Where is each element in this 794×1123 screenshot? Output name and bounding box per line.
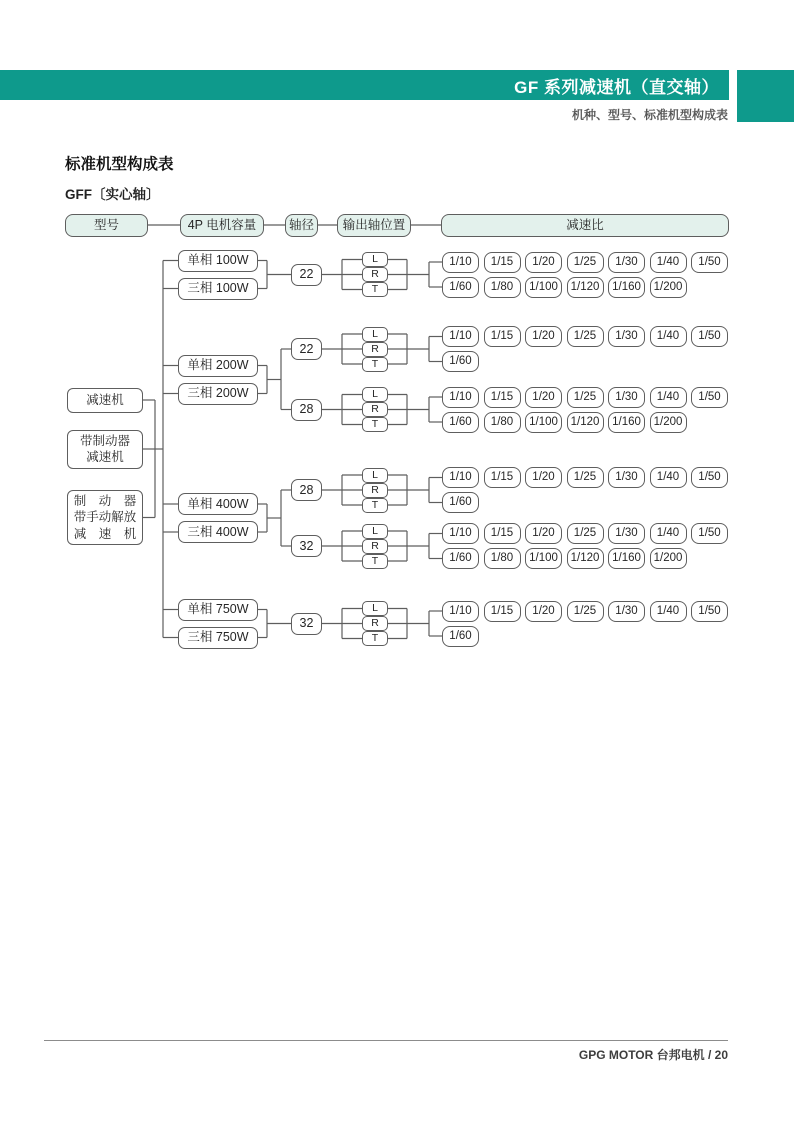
page-subtitle: 机种、型号、标准机型构成表 — [571, 108, 728, 122]
shaft-box: 22 — [291, 264, 322, 286]
ratio-box: 1/20 — [525, 326, 562, 347]
ratio-box: 1/50 — [691, 326, 728, 347]
motor-box: 三相 400W — [178, 521, 258, 543]
ratio-box: 1/30 — [608, 387, 645, 408]
model-type-box: 制 动 器 带手动解放 减 速 机 — [67, 490, 143, 545]
position-box: R — [362, 616, 388, 631]
motor-box: 单相 400W — [178, 493, 258, 515]
position-box: R — [362, 342, 388, 357]
ratio-box: 1/25 — [567, 467, 604, 488]
page-title: GF 系列减速机（直交轴） — [514, 77, 719, 97]
ratio-box: 1/20 — [525, 523, 562, 544]
ratio-box: 1/160 — [608, 277, 645, 298]
ratio-box: 1/100 — [525, 548, 562, 569]
motor-box: 三相 100W — [178, 278, 258, 300]
ratio-box: 1/120 — [567, 277, 604, 298]
ratio-box: 1/50 — [691, 523, 728, 544]
ratio-box: 1/40 — [650, 387, 687, 408]
ratio-box: 1/50 — [691, 601, 728, 622]
shaft-box: 32 — [291, 613, 322, 635]
column-header-output-position: 输出轴位置 — [337, 214, 411, 237]
ratio-box: 1/20 — [525, 252, 562, 273]
position-box: L — [362, 468, 388, 483]
ratio-box: 1/20 — [525, 467, 562, 488]
ratio-box: 1/200 — [650, 548, 687, 569]
ratio-box: 1/25 — [567, 387, 604, 408]
ratio-box: 1/40 — [650, 467, 687, 488]
position-box: T — [362, 498, 388, 513]
ratio-box: 1/60 — [442, 492, 479, 513]
ratio-box: 1/80 — [484, 548, 521, 569]
position-box: L — [362, 601, 388, 616]
position-box: R — [362, 267, 388, 282]
ratio-box: 1/60 — [442, 548, 479, 569]
shaft-box: 28 — [291, 479, 322, 501]
ratio-box: 1/30 — [608, 523, 645, 544]
ratio-box: 1/60 — [442, 412, 479, 433]
position-box: L — [362, 327, 388, 342]
ratio-box: 1/20 — [525, 387, 562, 408]
ratio-box: 1/30 — [608, 326, 645, 347]
ratio-box: 1/50 — [691, 387, 728, 408]
position-box: T — [362, 554, 388, 569]
motor-box: 三相 750W — [178, 627, 258, 649]
ratio-box: 1/60 — [442, 277, 479, 298]
ratio-box: 1/25 — [567, 252, 604, 273]
ratio-box: 1/60 — [442, 351, 479, 372]
motor-box: 单相 200W — [178, 355, 258, 377]
position-box: R — [362, 483, 388, 498]
position-box: T — [362, 357, 388, 372]
ratio-box: 1/20 — [525, 601, 562, 622]
ratio-box: 1/160 — [608, 412, 645, 433]
ratio-box: 1/80 — [484, 277, 521, 298]
ratio-box: 1/200 — [650, 412, 687, 433]
section-title: 标准机型构成表 — [65, 156, 174, 173]
ratio-box: 1/200 — [650, 277, 687, 298]
position-box: R — [362, 539, 388, 554]
ratio-box: 1/50 — [691, 252, 728, 273]
ratio-box: 1/15 — [484, 387, 521, 408]
ratio-box: 1/160 — [608, 548, 645, 569]
position-box: L — [362, 387, 388, 402]
ratio-box: 1/40 — [650, 601, 687, 622]
model-type-box: 减速机 — [67, 388, 143, 413]
ratio-box: 1/100 — [525, 412, 562, 433]
ratio-box: 1/10 — [442, 252, 479, 273]
shaft-box: 28 — [291, 399, 322, 421]
ratio-box: 1/10 — [442, 523, 479, 544]
column-header-motor-capacity: 4P 电机容量 — [180, 214, 264, 237]
column-header-shaft-diameter: 轴径 — [285, 214, 318, 237]
footer-text: GPG MOTOR 台邦电机 / 20 — [578, 1048, 728, 1062]
ratio-box: 1/15 — [484, 601, 521, 622]
ratio-box: 1/30 — [608, 252, 645, 273]
ratio-box: 1/10 — [442, 601, 479, 622]
ratio-box: 1/120 — [567, 548, 604, 569]
ratio-box: 1/15 — [484, 252, 521, 273]
ratio-box: 1/30 — [608, 601, 645, 622]
ratio-box: 1/15 — [484, 523, 521, 544]
position-box: T — [362, 417, 388, 432]
ratio-box: 1/40 — [650, 523, 687, 544]
position-box: T — [362, 631, 388, 646]
position-box: R — [362, 402, 388, 417]
ratio-box: 1/15 — [484, 467, 521, 488]
motor-box: 三相 200W — [178, 383, 258, 405]
ratio-box: 1/25 — [567, 326, 604, 347]
series-label: GFF〔实心轴〕 — [65, 187, 160, 202]
ratio-box: 1/25 — [567, 601, 604, 622]
ratio-box: 1/50 — [691, 467, 728, 488]
ratio-box: 1/120 — [567, 412, 604, 433]
motor-box: 单相 750W — [178, 599, 258, 621]
model-type-box: 带制动器 减速机 — [67, 430, 143, 469]
shaft-box: 22 — [291, 338, 322, 360]
ratio-box: 1/40 — [650, 326, 687, 347]
column-header-reduction-ratio: 减速比 — [441, 214, 729, 237]
ratio-box: 1/10 — [442, 326, 479, 347]
ratio-box: 1/30 — [608, 467, 645, 488]
ratio-box: 1/80 — [484, 412, 521, 433]
ratio-box: 1/10 — [442, 467, 479, 488]
position-box: T — [362, 282, 388, 297]
ratio-box: 1/40 — [650, 252, 687, 273]
ratio-box: 1/10 — [442, 387, 479, 408]
ratio-box: 1/100 — [525, 277, 562, 298]
ratio-box: 1/60 — [442, 626, 479, 647]
ratio-box: 1/25 — [567, 523, 604, 544]
motor-box: 单相 100W — [178, 250, 258, 272]
position-box: L — [362, 524, 388, 539]
footer-rule — [44, 1040, 728, 1041]
shaft-box: 32 — [291, 535, 322, 557]
ratio-box: 1/15 — [484, 326, 521, 347]
column-header-model: 型号 — [65, 214, 148, 237]
position-box: L — [362, 252, 388, 267]
